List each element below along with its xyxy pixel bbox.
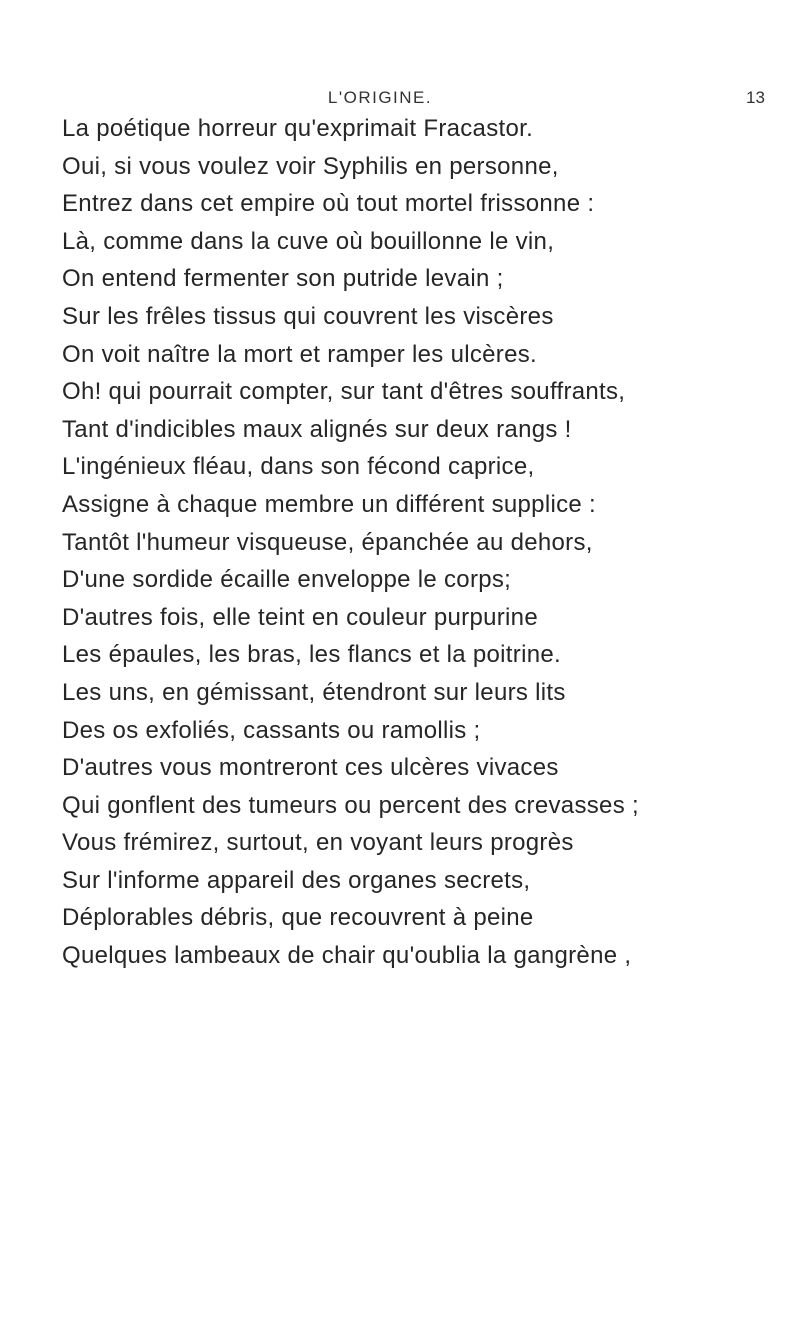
verse-line: Déplorables débris, que recouvrent à peine xyxy=(62,904,534,932)
verse-line: Assigne à chaque membre un différent supplice : xyxy=(62,490,596,518)
verse-line: D'une sordide écaille enveloppe le corps; xyxy=(62,566,512,594)
verse-line: D'autres fois, elle teint en couleur purpurine xyxy=(62,603,538,631)
page-number: 13 xyxy=(746,88,765,107)
verse-line: Des os exfoliés, cassants ou ramollis ; xyxy=(62,716,481,744)
verse-line: Tantôt l'humeur visqueuse, épanchée au dehors, xyxy=(62,528,593,556)
verse-line: Les uns, en gémissant, étendront sur leurs lits xyxy=(62,678,566,706)
verse-line: Oui, si vous voulez voir Syphilis en personne, xyxy=(62,152,559,180)
verse-line: Sur les frêles tissus qui couvrent les viscères xyxy=(62,302,554,330)
verse-line: La poétique horreur qu'exprimait Fracastor. xyxy=(62,115,534,142)
verse-line: Quelques lambeaux de chair qu'oublia la gangrène , xyxy=(62,942,632,970)
verse-line: On voit naître la mort et ramper les ulcères. xyxy=(62,340,538,368)
running-title: L'ORIGINE. xyxy=(327,88,433,107)
verse-line: Oh! qui pourrait compter, sur tant d'êtres souffrants, xyxy=(62,378,626,406)
verse-line: Tant d'indicibles maux alignés sur deux rangs ! xyxy=(62,415,572,443)
verse-line: Là, comme dans la cuve où bouillonne le vin, xyxy=(62,227,555,255)
verse-line: Vous frémirez, surtout, en voyant leurs progrès xyxy=(62,829,574,857)
verse-line: Les épaules, les bras, les flancs et la poitrine. xyxy=(62,641,561,669)
verse-line: L'ingénieux fléau, dans son fécond caprice, xyxy=(62,453,535,481)
verse-line: On entend fermenter son putride levain ; xyxy=(62,265,504,293)
verse-line: D'autres vous montreront ces ulcères vivaces xyxy=(62,754,559,782)
verse-line: Qui gonflent des tumeurs ou percent des crevasses ; xyxy=(62,791,639,819)
verse-line: Sur l'informe appareil des organes secrets, xyxy=(62,866,531,894)
verse-block xyxy=(62,110,797,975)
verse-line: Entrez dans cet empire où tout mortel frissonne : xyxy=(62,190,595,218)
